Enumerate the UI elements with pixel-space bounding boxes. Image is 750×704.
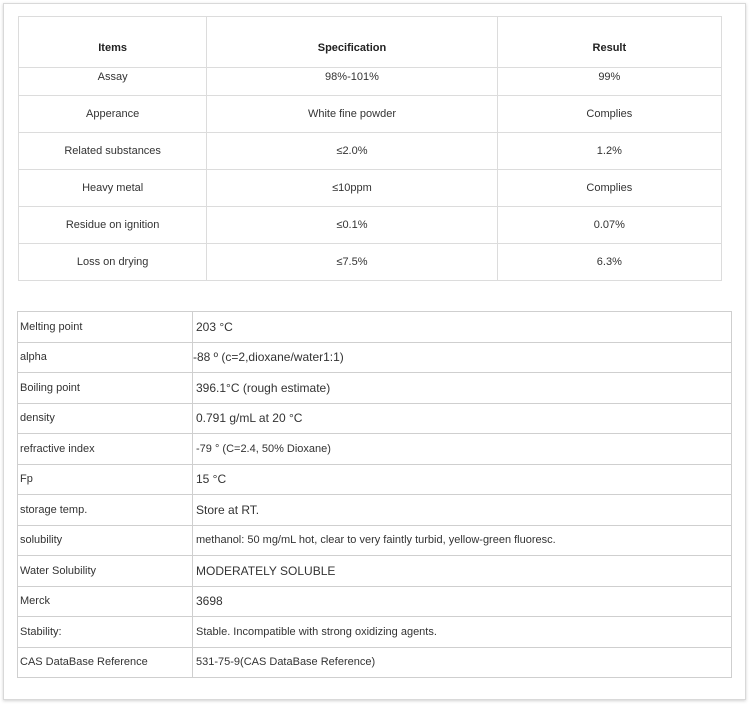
property-value: 203 °C [193,312,732,343]
header-items: Items [19,17,207,68]
spec-header-row [19,17,722,68]
spec-value-cell: ≤7.5% [207,244,497,281]
table-row [19,207,722,244]
spec-result-cell: 1.2% [497,133,721,170]
property-value: methanol: 50 mg/mL hot, clear to very faintly turbid, yellow-green fluoresc. [193,525,732,556]
property-value: MODERATELY SOLUBLE [193,556,732,587]
table-row [18,525,732,556]
specification-table [18,16,722,281]
property-value: 531-75-9(CAS DataBase Reference) [193,647,732,678]
table-row [19,133,722,170]
spec-result-cell: Complies [497,96,721,133]
table-row [19,244,722,281]
spec-item-cell: Loss on drying [19,244,207,281]
spec-value-cell: 98%-101% [207,68,497,96]
property-name: Merck [18,586,193,617]
property-value: -88 º (c=2,dioxane/water1:1) [193,342,732,373]
table-row [19,96,722,133]
property-name: CAS DataBase Reference [18,647,193,678]
spec-value-cell: ≤0.1% [207,207,497,244]
property-table [17,311,732,678]
property-name: refractive index [18,434,193,465]
property-name: Water Solubility [18,556,193,587]
spec-result-cell: 99% [497,68,721,96]
table-row [18,617,732,648]
spec-value-cell: White fine powder [207,96,497,133]
table-row [18,647,732,678]
property-name: density [18,403,193,434]
table-row [18,342,732,373]
property-value: 396.1°C (rough estimate) [193,373,732,404]
property-name: Boiling point [18,373,193,404]
table-row [18,556,732,587]
spec-item-cell: Heavy metal [19,170,207,207]
property-name: solubility [18,525,193,556]
property-name: storage temp. [18,495,193,526]
spec-item-cell: Assay [19,68,207,96]
property-value: 3698 [193,586,732,617]
table-row [18,464,732,495]
header-result: Result [497,17,721,68]
table-row [18,495,732,526]
property-value: -79 ° (C=2.4, 50% Dioxane) [193,434,732,465]
table-row [18,312,732,343]
spec-value-cell: ≤2.0% [207,133,497,170]
table-row [19,68,722,96]
table-row [18,403,732,434]
property-value: 0.791 g/mL at 20 °C [193,403,732,434]
property-value: Stable. Incompatible with strong oxidizing agents. [193,617,732,648]
property-value: Store at RT. [193,495,732,526]
table-row [19,170,722,207]
spec-value-cell: ≤10ppm [207,170,497,207]
property-name: Fp [18,464,193,495]
table-row [18,434,732,465]
spec-item-cell: Related substances [19,133,207,170]
property-name: alpha [18,342,193,373]
spec-item-cell: Apperance [19,96,207,133]
table-row [18,586,732,617]
spec-result-cell: 6.3% [497,244,721,281]
property-value: 15 °C [193,464,732,495]
spec-result-cell: 0.07% [497,207,721,244]
property-name: Melting point [18,312,193,343]
spec-item-cell: Residue on ignition [19,207,207,244]
table-row [18,373,732,404]
property-name: Stability: [18,617,193,648]
spec-result-cell: Complies [497,170,721,207]
header-specification: Specification [207,17,497,68]
